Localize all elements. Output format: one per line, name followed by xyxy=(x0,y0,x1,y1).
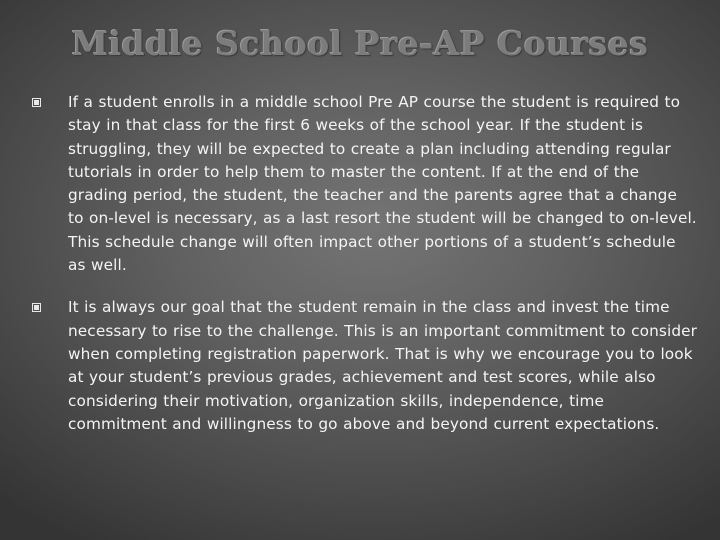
bullet-item xyxy=(32,91,698,277)
bullet-list xyxy=(32,91,698,455)
bullet-text: It is always our goal that the student remain in the class and invest the time necessary to rise to the challenge. This is an important commitment to consider when completing registration paperwork. That is why we encourage you to look at your student’s previous grades, achievement and test scores, while also considering their motivation, organization skills, independence, time commitment and willingness to go above and beyond current expectations. xyxy=(68,298,698,433)
slide-title: Middle School Pre-AP Courses xyxy=(71,24,649,63)
bullet-text: If a student enrolls in a middle school Pre AP course the student is required to stay in that class for the first 6 weeks of the school year. If the student is struggling, they will be expected to create a plan including attending regular tutorials in order to help them to master the content. If at the end of the grading period, the student, the teacher and the parents agree that a change to on-level is necessary, as a last resort the student will be changed to on-level. This schedule change will often impact other portions of a student’s schedule as well. xyxy=(68,93,697,275)
square-bullet-icon xyxy=(32,98,41,107)
bullet-item xyxy=(32,296,698,436)
square-bullet-icon xyxy=(32,303,41,312)
